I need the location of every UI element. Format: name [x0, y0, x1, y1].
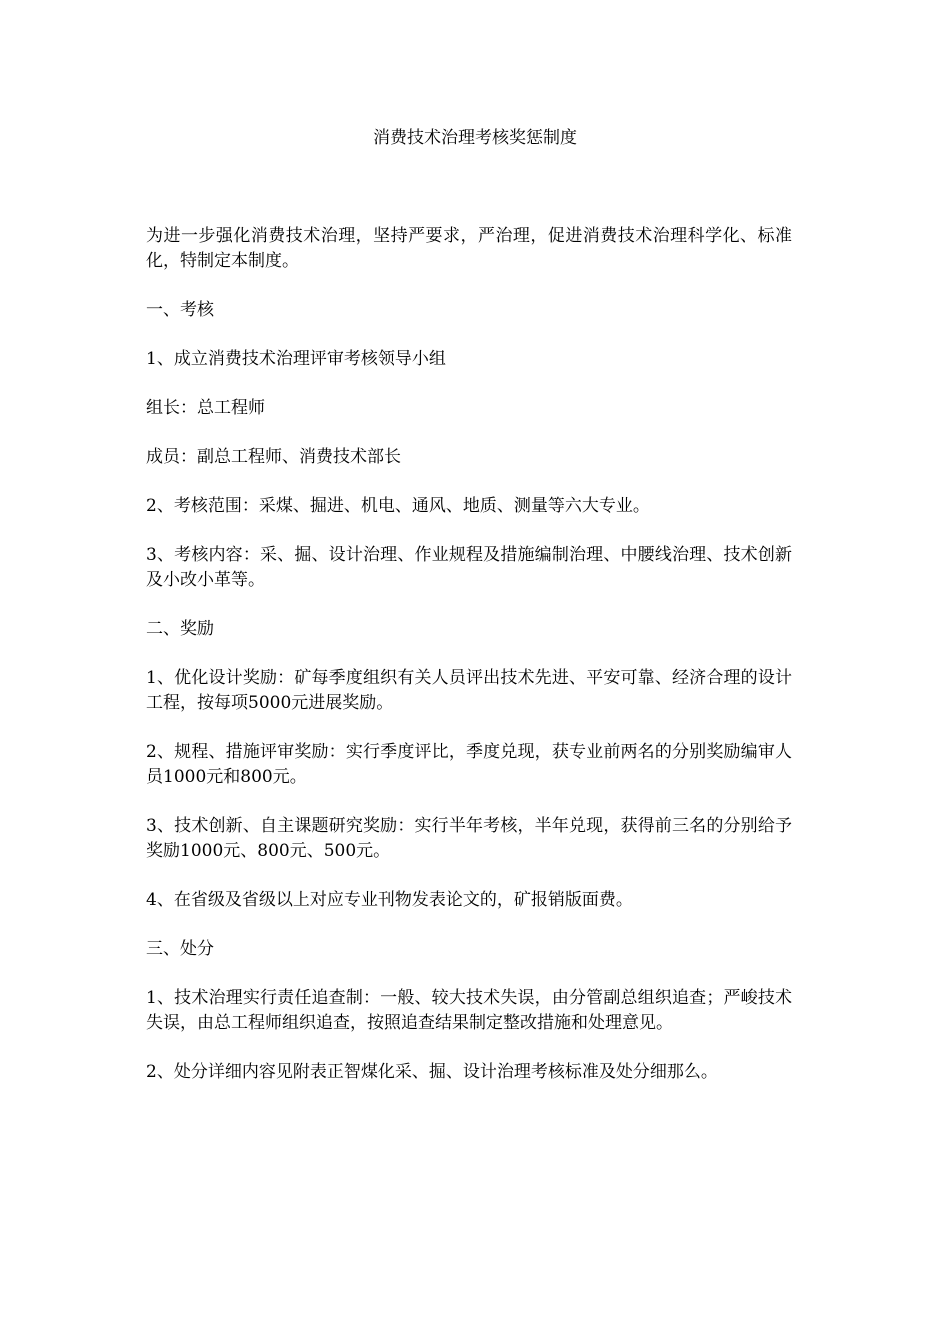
intro-paragraph: 为进一步强化消费技术治理，坚持严要求，严治理，促进消费技术治理科学化、标准化，特制定本制度。	[146, 226, 792, 271]
paragraph-assessment-content: 3、考核内容：采、掘、设计治理、作业规程及措施编制治理、中腰线治理、技术创新及小改小革等。	[146, 545, 792, 590]
document-body	[146, 224, 792, 1109]
section-heading-penalties: 三、处分	[146, 939, 214, 959]
paragraph-innovation-reward: 3、技术创新、自主课题研究奖励：实行半年考核，半年兑现，获得前三名的分别给予奖励1000元、800元、500元。	[146, 816, 792, 861]
paragraph-assessment-scope: 2、考核范围：采煤、掘进、机电、通风、地质、测量等六大专业。	[146, 496, 650, 516]
paragraph-group-leader: 组长：总工程师	[146, 398, 265, 418]
paragraph-design-reward: 1、优化设计奖励：矿每季度组织有关人员评出技术先进、平安可靠、经济合理的设计工程，按每项5000元进展奖励。	[146, 668, 792, 713]
paragraph-review-reward: 2、规程、措施评审奖励：实行季度评比，季度兑现，获专业前两名的分别奖励编审人员1000元和800元。	[146, 742, 792, 787]
section-heading-rewards: 二、奖励	[146, 619, 214, 639]
section-heading-assessment: 一、考核	[146, 300, 214, 320]
paragraph-accountability: 1、技术治理实行责任追查制：一般、较大技术失误，由分管副总组织追查；严峻技术失误，由总工程师组织追查，按照追查结果制定整改措施和处理意见。	[146, 988, 792, 1033]
paragraph-leading-group: 1、成立消费技术治理评审考核领导小组	[146, 349, 446, 369]
paragraph-publication-reward: 4、在省级及省级以上对应专业刊物发表论文的，矿报销版面费。	[146, 890, 633, 910]
paragraph-penalty-details: 2、处分详细内容见附表正智煤化采、掘、设计治理考核标准及处分细那么。	[146, 1062, 718, 1082]
paragraph-group-members: 成员：副总工程师、消费技术部长	[146, 447, 401, 467]
document-title: 消费技术治理考核奖惩制度	[373, 128, 577, 148]
